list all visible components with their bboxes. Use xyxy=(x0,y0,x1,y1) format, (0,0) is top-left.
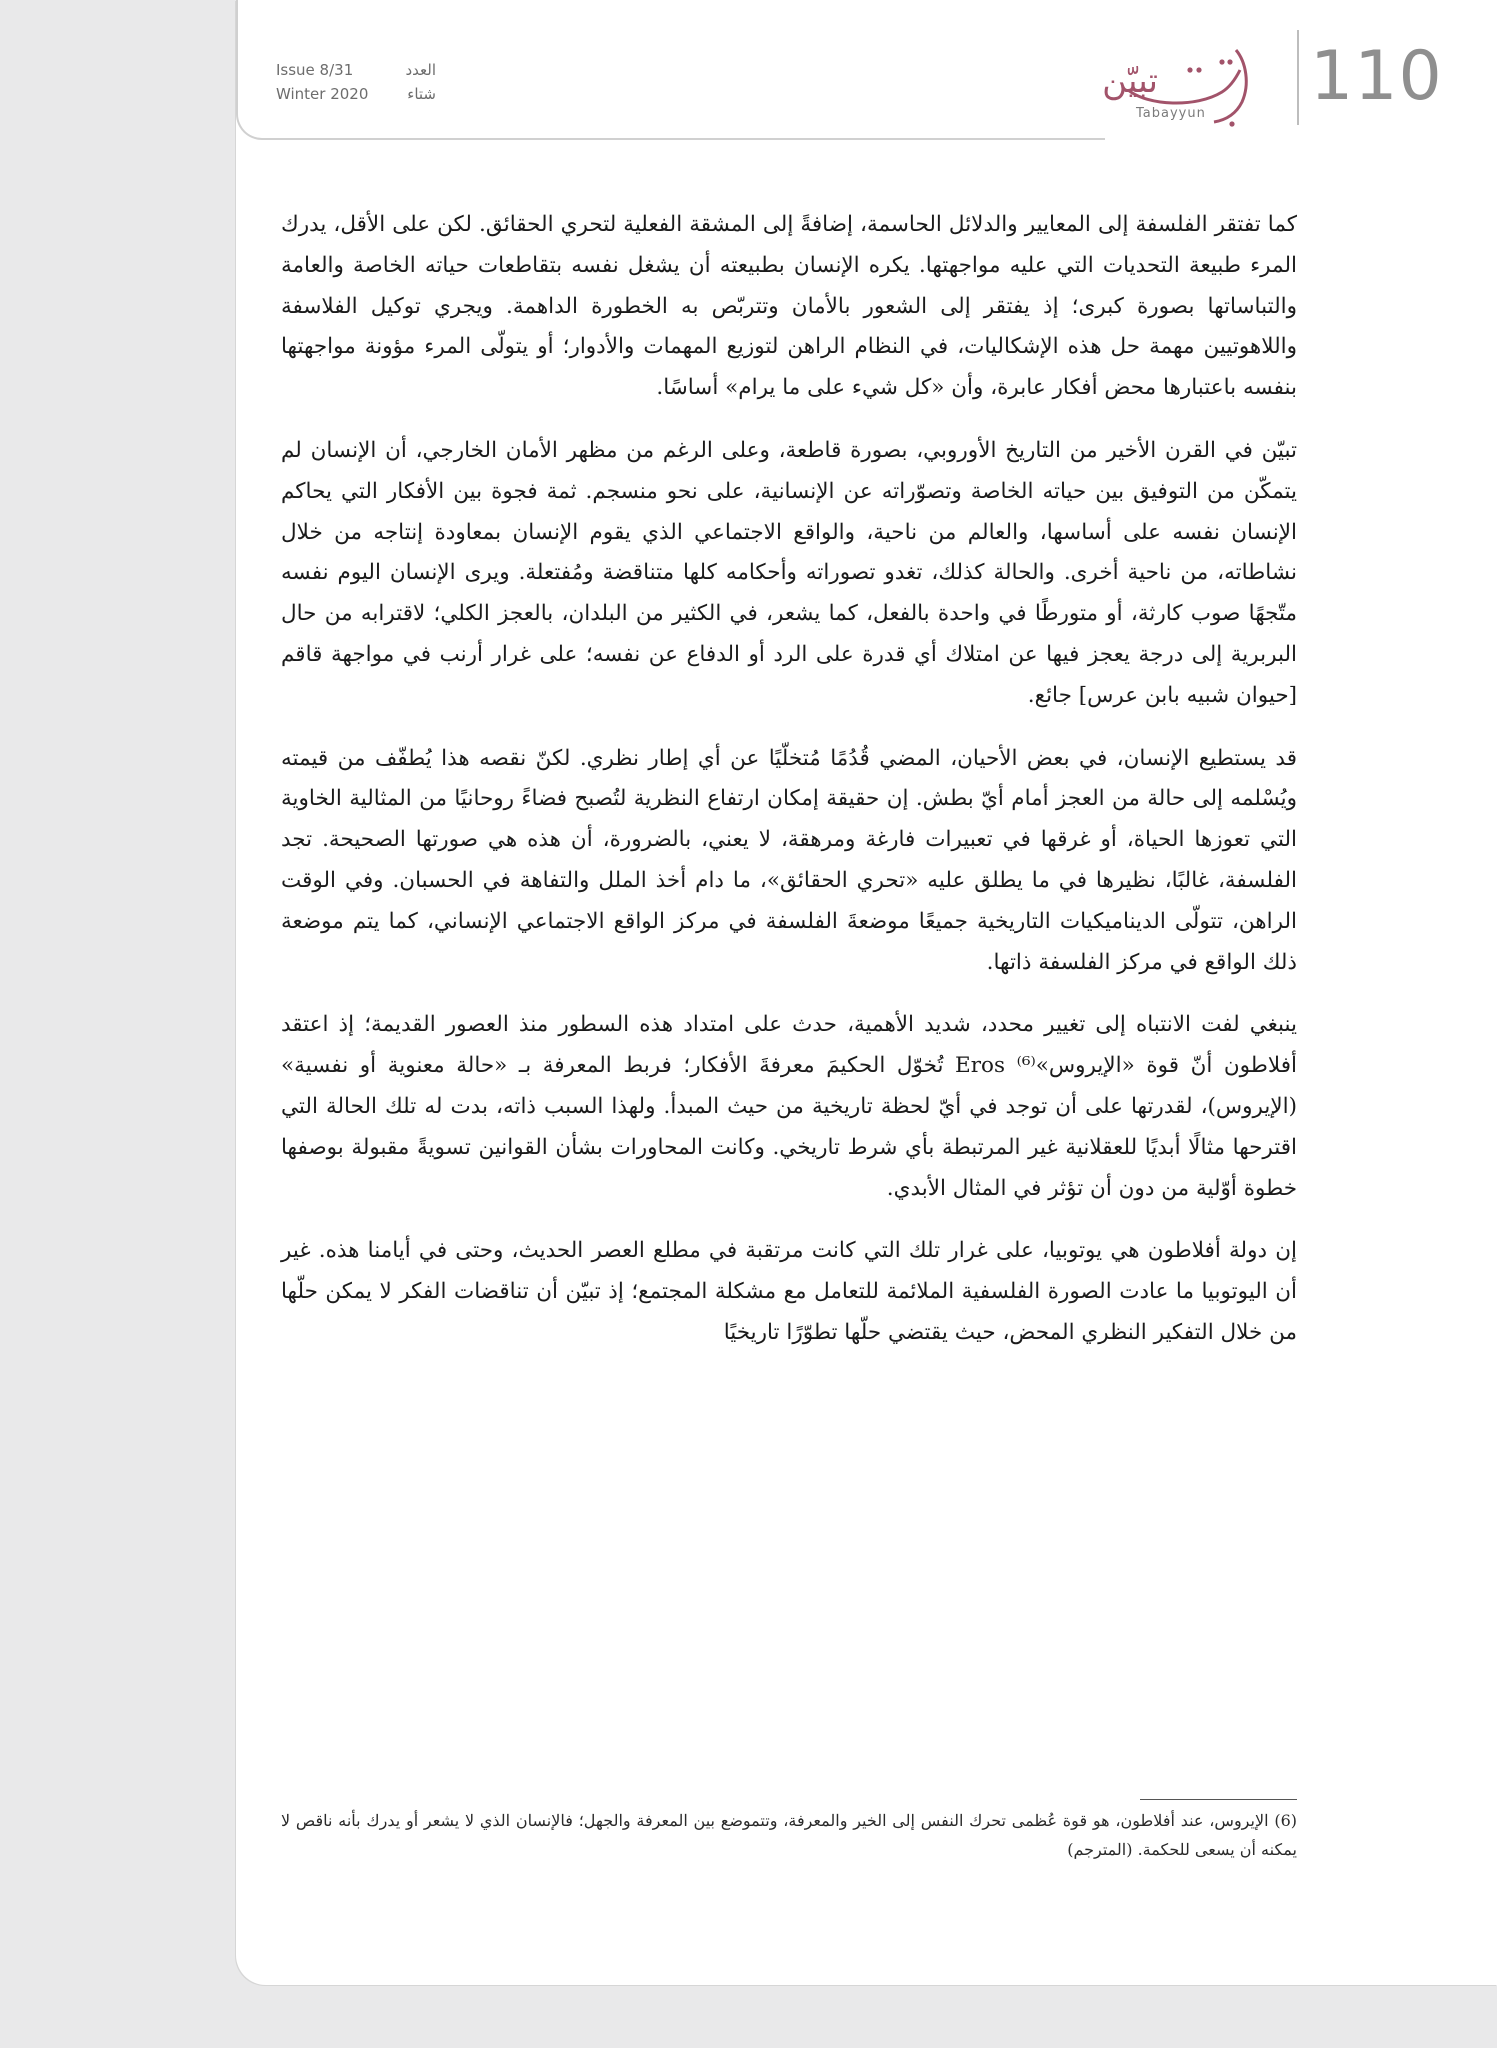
logo-latin-text: Tabayyun xyxy=(1136,106,1206,121)
paragraph: قد يستطيع الإنسان، في بعض الأحيان، المضي قُدُمًا مُتخلّيًا عن أي إطار نظري. لكنّ نقصه هذا يُطفّف من قيمته ويُسْلمه إلى حالة من العجز أمام أيّ بطش. إن حقيقة إمكان ارتفاع النظرية لتُصبح فضاءً روحانيًا من المثالية الخاوية التي تعوزها الحياة، أو غرقها في تعبيرات فارغة ومرهقة، لا يعني، بالضرورة، أن هذه هي صورتها الصحيحة. تجد الفلسفة، غالبًا، نظيرها في ما يطلق عليه «تحري الحقائق»، ما دام أخذ الملل والتفاهة في الحسبان. وفي الوقت الراهن، تتولّى الديناميكيات التاريخية جميعًا موضعةَ الفلسفة في مركز الواقع الاجتماعي الإنساني، كما يتم موضعة ذلك الواقع في مركز الفلسفة ذاتها. xyxy=(281,745,1297,975)
paragraph: كما تفتقر الفلسفة إلى المعايير والدلائل الحاسمة، إضافةً إلى المشقة الفعلية لتحري الحقائق. لكن على الأقل، يدرك المرء طبيعة التحديات التي عليه مواجهتها. يكره الإنسان بطبيعته أن يشغل نفسه بتقاطعات حياته الخاصة والعامة والتباساتها بصورة كبرى؛ إذ يفتقر إلى الشعور بالأمان وتتربّص به الخطورة الداهمة. ويجري توكيل الفلاسفة واللاهوتيين مهمة حل هذه الإشكاليات، في النظام الراهن لتوزيع المهمات والأدوار؛ أو يتولّى المرء مؤونة مواجهتها بنفسه باعتبارها محض أفكار عابرة، وأن «كل شيء على ما يرام» أساسًا. xyxy=(281,212,1297,401)
paragraph: تبيّن في القرن الأخير من التاريخ الأوروبي، بصورة قاطعة، وعلى الرغم من مظهر الأمان الخارجي، أن الإنسان لم يتمكّن من التوفيق بين حياته الخاصة وتصوّراته عن الإنسانية، على نحو منسجم. ثمة فجوة بين الأفكار التي يحاكم الإنسان نفسه على أساسها، والعالم من ناحية، والواقع الاجتماعي الذي يقوم الإنسان بمعاودة إنتاجه من خلال نشاطاته، من ناحية أخرى. والحالة كذلك، تغدو تصوراته وأحكامه كلها متناقضة ومُفتعلة. ويرى الإنسان اليوم نفسه متّجهًا صوب كارثة، أو متورطًا في واحدة بالفعل، كما يشعر، في الكثير من البلدان، بالعجز الكلي؛ لاقترابه من حال البربرية إلى درجة يعجز فيها عن امتلاك أي قدرة على الرد أو الدفاع عن نفسه؛ على غرار أرنب في مواجهة قاقم [حيوان شبيه بابن عرس] جائع. xyxy=(281,437,1297,708)
issue-label-ar: العدد xyxy=(405,61,436,79)
issue-label-en: Issue 8/31 xyxy=(276,61,354,79)
paragraph: ينبغي لفت الانتباه إلى تغيير محدد، شديد الأهمية، حدث على امتداد هذه السطور منذ العصور القديمة؛ إذ اعتقد أفلاطون أنّ قوة «الإيروس»⁽⁶⁾ Eros تُخوّل الحكيمَ معرفةَ الأفكار؛ فربط المعرفة بـ «حالة معنوية أو نفسية» (الإيروس)، لقدرتها على أن توجد في أيّ لحظة تاريخية من حيث المبدأ. ولهذا السبب ذاته، بدت له تلك الحالة التي اقترحها مثالًا أبديًا للعقلانية غير المرتبطة بأي شرط تاريخي. وكانت المحاورات بشأن القوانين تسويةً مقبولة بوصفها خطوة أوّلية من دون أن تؤثر في المثال الأبدي. xyxy=(281,1012,1297,1201)
issue-row xyxy=(276,58,436,82)
footnote: (6) الإيروس، عند أفلاطون، هو قوة عُظمى تحرك النفس إلى الخير والمعرفة، وتتموضع بين المعرفة والجهل؛ فالإنسان الذي لا يشعر أو يدرك بأنه ناقص لا يمكنه أن يسعى للحكمة. (المترجم) xyxy=(281,1811,1297,1859)
logo-arabic: تبيّن xyxy=(1102,61,1158,101)
season-ar: شتاء xyxy=(407,85,436,103)
header-divider xyxy=(1297,30,1299,125)
season-row xyxy=(276,82,436,106)
article-body xyxy=(281,205,1297,1376)
issue-info xyxy=(276,58,436,106)
season-en: Winter 2020 xyxy=(276,85,369,103)
page-number: 110 xyxy=(1310,37,1443,116)
footnote-separator xyxy=(1140,1799,1297,1800)
paragraph: إن دولة أفلاطون هي يوتوبيا، على غرار تلك التي كانت مرتقبة في مطلع العصر الحديث، وحتى في أيامنا هذه. غير أن اليوتوبيا ما عادت الصورة الفلسفية الملائمة للتعامل مع مشكلة المجتمع؛ إذ تبيّن أن تناقضات الفكر لا يمكن حلّها من خلال التفكير النظري المحض، حيث يقتضي حلّها تطوّرًا تاريخيًا xyxy=(281,1238,1297,1345)
